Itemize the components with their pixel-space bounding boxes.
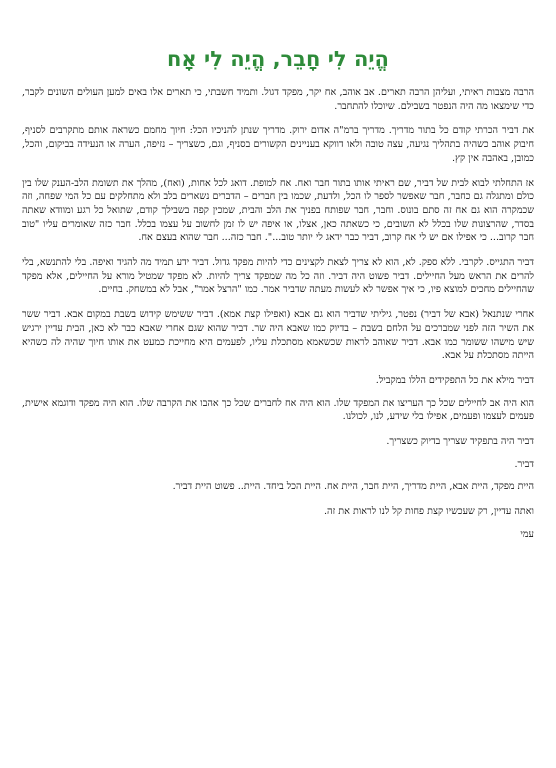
paragraph: דביר מילא את כל התפקידים הללו במקביל. — [375, 374, 534, 386]
paragraph: דביר התגייס. לקרבי. ללא ספק. לא, הוא לא צריך לצאת לקצינים כדי להיות מפקד גדול. דביר ידע תמיד מה להגיד ואיפה. בלי להתנשא, בלי להרים את הראש מעל החיילים. דביר פשוט היה דביר. וזה כל מה שמפקד צריך להיות. לא מפקד שמטיל מורא על החיילים, אלא מפקד שהחיילים מחכים למוצא פיו, כי איך אפשר לא לעשות מעתה שדביר אמר. כמו "הרצל אמר", אבל לא במשחק. בחיים. — [22, 257, 534, 296]
paragraph: אחרי שנתנאל (אבא של דביר) נפטר, גיליתי שדביר הוא גם אבא (ואפילו קצת אמא). דביר ששימש קידוש בשבת במקום אבא. דביר ששר את השיר הזה לפני שמברכים על הלחם בשבת – בדיוק כמו שאבא היה שר. דביר שהוא שגם אחרי שאבא כבר לא כאן, הבית עדיין ירגיש שיש מישהו ששומר כמו אבא. דביר שאוהב לראות שכשאמא מסתכלת עליו, לפעמים היא מחייכת כמעט את אותו חיוך שהיה לה כשהיא הייתה מסתכלת על אבא. — [22, 309, 534, 362]
paragraph: היית מפקד, היית אבא, היית מדריך, היית חבר, היית אח. היית הכל ביחד. היית.. פשוט היית דביר. — [172, 481, 534, 493]
paragraph: ואתה עדיין, רק שעכשיו קצת פחות קל לנו לראות את זה. — [324, 506, 534, 518]
article-body — [22, 86, 534, 519]
paragraph: אז התחלתי לבוא לבית של דביר, שם ראיתי אותו בתור חבר ואח. אח למופת. דואג לכל אחות, (ואח), מהלך את תשומת הלב-הענק שלו בין כולם ומתגלה גם כחבר, חבר שאפשר לספר לו הכל, ולדעת, שכמו בין חברים – הדברים נשארים בלב ולא מתחלקים עם כל המי שפחה, וזה שכמקרה הוא גם אח זה סתם בונוס. וחבר, חבר שפותח בפניך את הלב והבית, שמכין קפה בשבילך קודם, שתואל כל רגע ומוודא שאתה בסדר, שהרצונות שלו בכלל לא השובים, כי כשאתה כאן, אצלו, או איפה יש לו זמן לחשוב על עצמו בכלל. חבר כזה שאומרים עליו "טוב חבר קרוב... כי אפילו אם יש לי אח קרוב, דביר כבר ידאג לי יותר טוב...". חבר כזה... חבר שהוא בעצם אח. — [22, 177, 534, 244]
paragraph: את דביר הכרתי קודם כל בתור מדריך. מדריך ברמ"ה אדום ירוק. מדריך שנתן להניכיו הכל: חיוך מחמם כשראה אותם מתקרבים לסניף, חיבוק אוהב כשהיה בתהליך נגיעה, עצה טובה ולאו דווקא בעניינים הקשורים בסניף, וגם, כשצריך – נזיפה, הערה או הנעידה בביקום, והכל, כמובן, באהבה אין קץ. — [22, 125, 534, 164]
paragraph: דביר היה בתפקיד שצריך בדיוק כשצריך. — [386, 436, 534, 448]
paragraph: דביר. — [514, 458, 534, 470]
signature: עמי — [520, 528, 534, 540]
paragraph: הוא היה אב לחיילים שכל כך העריצו את המפקד שלו. הוא היה אח לחברים שכל כך אהבו את הקרבה שלו. הוא היה מפקד ודוגמא אישית, פעמים לעצמו ופעמים, אפילו בלי שידע, לנו, לכולנו. — [22, 397, 534, 423]
article-title: הֱיֵה לִי חָבֵר, הֱיֵה לִי אָח — [167, 47, 389, 71]
paragraph: הרבה מצבות ראיתי, ועליהן הרבה תארים. אב אוהב, אח יקר, מפקד דגול. ותמיד חשבתי, כי תארים אלו באים למען העולים השונים לקבר, כדי שימצאו מה היה הנפטר בשבילם. שיוכלו להתחבר. — [22, 87, 534, 112]
